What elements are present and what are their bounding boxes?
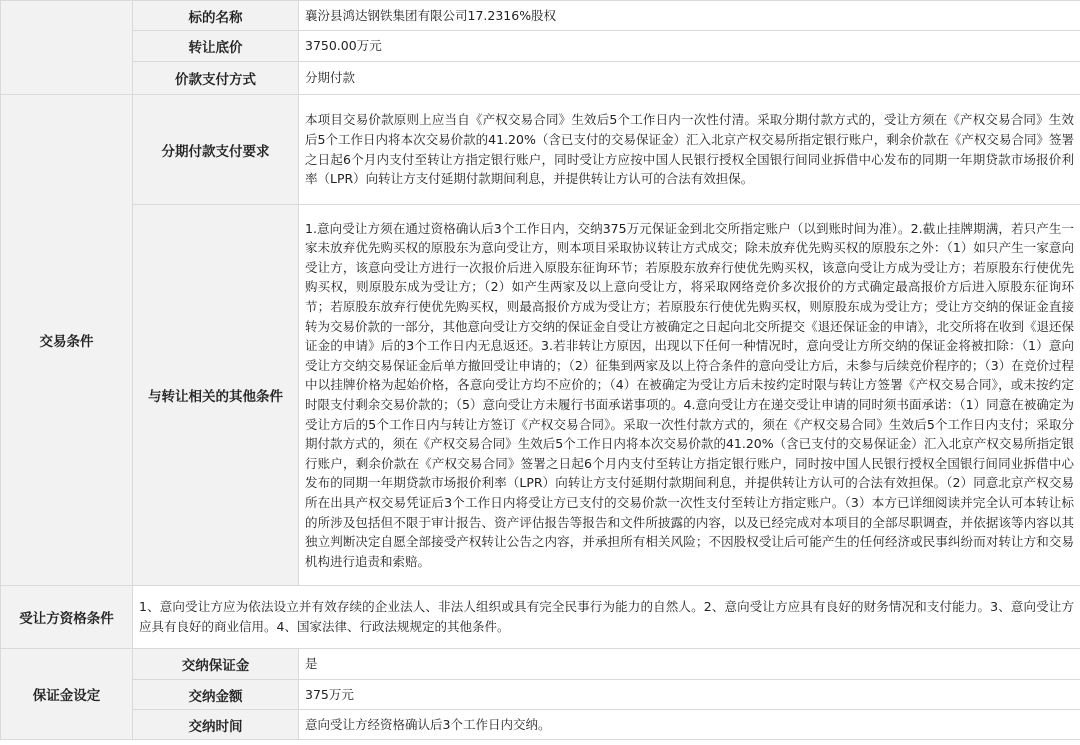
row-deposit-required <box>1 649 1080 680</box>
row-installment <box>1 95 1080 205</box>
qualification-label: 受让方资格条件 <box>1 586 133 649</box>
deposit-required-value: 是 <box>299 649 1080 680</box>
row-qualification <box>1 586 1080 649</box>
trade-conditions-label: 交易条件 <box>1 95 133 586</box>
blank-header-cell <box>1 1 133 95</box>
deposit-amount-value: 375万元 <box>299 680 1080 710</box>
payment-method-label: 价款支付方式 <box>133 62 299 95</box>
target-name-label: 标的名称 <box>133 1 299 31</box>
reserve-price-label: 转让底价 <box>133 31 299 62</box>
row-other-conditions <box>1 205 1080 586</box>
other-conditions-value: 1.意向受让方须在通过资格确认后3个工作日内，交纳375万元保证金到北交所指定账户（以到账时间为准）。2.截止挂牌期满，若只产生一家未放弃优先购买权的原股东为意向受让方，则本项目采取协议转让方式成交；除未放弃优先购买权的原股东之外：（1）如只产生一家意向受让方，该意向受让方进行一次报价后进入原股东征询环节；若原股东放弃行使优先购买权，该意向受让方成为受让方；若原股东行使优先购买权，则原股东成为受让方；（2）如产生两家及以上意向受让方，将采取网络竞价多次报价的方式确定最高报价方后进入原股东征询环节；若原股东放弃行使优先购买权，则最高报价方成为受让方；若原股东行使优先购买权，则原股东成为受让方；受让方交纳的保证金直接转为交易价款的一部分，其他意向受让方交纳的保证金自受让方被确定之日起向北交所提交《退还保证金的申请》，北交所将在收到《退还保证金的申请》后的3个工作日内无息返还。3.若非转让方原因，出现以下任何一种情况时，意向受让方所交纳的保证金将被扣除：（1）意向受让方交纳交易保证金后单方撤回受让申请的；（2）征集到两家及以上符合条件的意向受让方后，未参与后续竞价程序的；（3）在竞价过程中以挂牌价格为起始价格，各意向受让方均不应价的；（4）在被确定为受让方后未按约定时限与转让方签署《产权交易合同》，或未按约定时限支付剩余交易价款的；（5）意向受让方未履行书面承诺事项的。4.意向受让方在递交受让申请的同时须书面承诺：（1）同意在被确定为受让方后的5个工作日内与转让方签订《产权交易合同》。采取一次性付款方式的，须在《产权交易合同》生效后5个工作日内支付；采取分期付款方式的，须在《产权交易合同》生效后5个工作日内将本次交易价款的41.20%（含已支付的交易保证金）汇入北京产权交易所指定银行账户，剩余价款在《产权交易合同》签署之日起6个月内支付至转让方指定银行账户，同时按中国人民银行授权全国银行间同业拆借中心发布的同期一年期贷款市场报价利率（LPR）向转让方支付延期付款期间利息，并提供转让方认可的合法有效担保。（2）同意北京产权交易所在出具产权交易凭证后3个工作日内将受让方已支付的交易价款一次性支付至转让方指定账户。（3）本方已详细阅读并完全认可本转让标的所涉及包括但不限于审计报告、资产评估报告等报告和文件所披露的内容，以及已经完成对本项目的全部尽职调查，并依据该等内容以其独立判断决定自愿全部接受产权转让公告之内容，并承担所有相关风险；不因股权受让后可能产生的任何经济或民事纠纷而对转让方和交易机构进行追责和索赔。 <box>299 205 1080 586</box>
row-reserve-price <box>1 31 1080 62</box>
deposit-required-label: 交纳保证金 <box>133 649 299 680</box>
deposit-section-label: 保证金设定 <box>1 649 133 740</box>
deposit-time-label: 交纳时间 <box>133 710 299 740</box>
row-payment-method <box>1 62 1080 95</box>
payment-method-value: 分期付款 <box>299 62 1080 95</box>
row-target-name <box>1 1 1080 31</box>
qualification-value: 1、意向受让方应为依法设立并有效存续的企业法人、非法人组织或具有完全民事行为能力的自然人。2、意向受让方应具有良好的财务情况和支付能力。3、意向受让方应具有良好的商业信用。4、国家法律、行政法规规定的其他条件。 <box>133 586 1080 649</box>
row-deposit-amount <box>1 680 1080 710</box>
deposit-amount-label: 交纳金额 <box>133 680 299 710</box>
installment-label: 分期付款支付要求 <box>133 95 299 205</box>
deposit-time-value: 意向受让方经资格确认后3个工作日内交纳。 <box>299 710 1080 740</box>
reserve-price-value: 3750.00万元 <box>299 31 1080 62</box>
target-name-value: 襄汾县鸿达钢铁集团有限公司17.2316%股权 <box>299 1 1080 31</box>
installment-value: 本项目交易价款原则上应当自《产权交易合同》生效后5个工作日内一次性付清。采取分期付款方式的，受让方须在《产权交易合同》生效后5个工作日内将本次交易价款的41.20%（含已支付的交易保证金）汇入北京产权交易所指定银行账户，剩余价款在《产权交易合同》签署之日起6个月内支付至转让方指定银行账户，同时受让方应按中国人民银行授权全国银行间同业拆借中心发布的同期一年期贷款市场报价利率（LPR）向转让方支付延期付款期间利息，并提供转让方认可的合法有效担保。 <box>299 95 1080 205</box>
row-deposit-time <box>1 710 1080 740</box>
other-conditions-label: 与转让相关的其他条件 <box>133 205 299 586</box>
